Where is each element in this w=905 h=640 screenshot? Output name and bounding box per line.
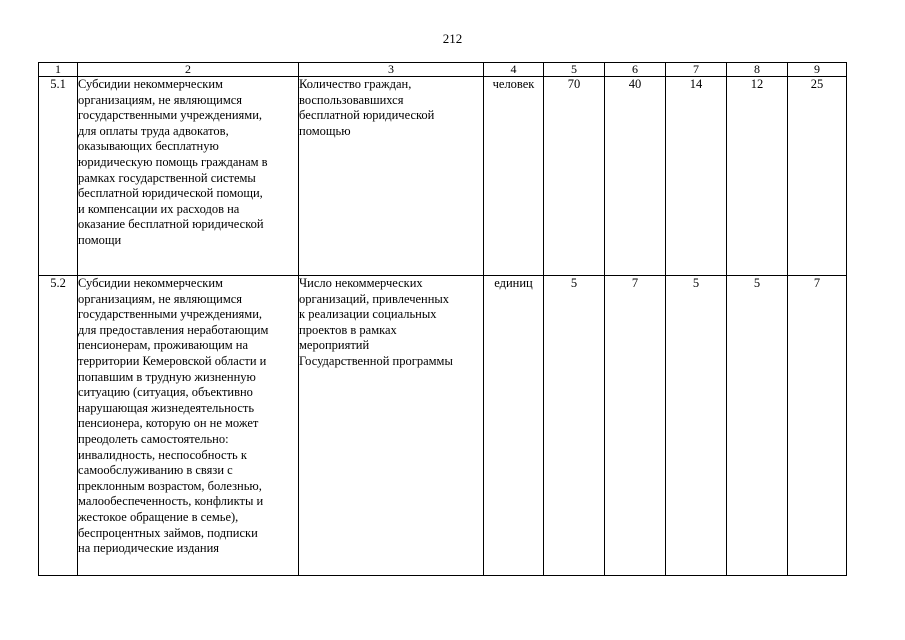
activity-text-line: ситуацию (ситуация, объективно	[78, 385, 253, 400]
value-cell: 5	[666, 276, 727, 576]
indicator-text-line: воспользовавшихся	[299, 92, 404, 107]
activity-text-line: Субсидии некоммерческим	[78, 77, 223, 91]
activity-text-line: организациям, не являющимся	[78, 92, 243, 107]
indicator-cell	[299, 77, 484, 276]
column-number-cell: 2	[78, 63, 299, 77]
activity-text-line: пенсионера, которую он не может	[78, 416, 259, 431]
column-number-cell: 5	[544, 63, 605, 77]
column-number-cell: 6	[605, 63, 666, 77]
activity-text-line: для предоставления неработающим	[78, 322, 269, 337]
activity-text-line: преодолеть самостоятельно:	[78, 431, 229, 446]
column-number-cell: 3	[299, 63, 484, 77]
indicator-text-line: Количество граждан,	[299, 77, 412, 91]
unit-cell: человек	[484, 77, 544, 276]
activity-text-line: государственными учреждениями,	[78, 307, 263, 322]
indicator-text-line: Число некоммерческих	[299, 276, 423, 290]
column-number-cell: 1	[39, 63, 78, 77]
activity-text-line: нарушающая жизнедеятельность	[78, 400, 255, 415]
indicator-text-line: Государственной программы	[299, 353, 453, 368]
activity-text-line: преклонным возрастом, болезнью,	[78, 478, 262, 493]
column-number-cell: 7	[666, 63, 727, 77]
activity-text-line: и компенсации их расходов на	[78, 201, 240, 216]
row-number: 5.1	[39, 77, 78, 276]
activity-text-line: территории Кемеровской области и	[78, 353, 267, 368]
activity-text-line: на периодические издания	[78, 541, 220, 556]
activity-text-line: малообеспеченность, конфликты и	[78, 494, 264, 509]
indicator-cell	[299, 276, 484, 576]
activity-text-line: организациям, не являющимся	[78, 291, 243, 306]
activity-text-line: оказание бесплатной юридической	[78, 217, 264, 232]
activity-text-line: инвалидность, неспособность к	[78, 447, 247, 462]
indicator-text-line: проектов в рамках	[299, 322, 397, 337]
table-row-5-1	[39, 77, 847, 276]
value-cell: 25	[788, 77, 847, 276]
column-number-row	[39, 63, 847, 77]
activity-text-line: беспроцентных займов, подписки	[78, 525, 258, 540]
value-cell: 5	[727, 276, 788, 576]
indicator-text-line: организаций, привлеченных	[299, 291, 450, 306]
value-cell: 12	[727, 77, 788, 276]
value-cell: 7	[605, 276, 666, 576]
table-row-5-2	[39, 276, 847, 576]
activity-cell	[78, 276, 299, 576]
indicator-text-line: к реализации социальных	[299, 307, 437, 322]
activity-text-line: для оплаты труда адвокатов,	[78, 123, 229, 138]
value-cell: 40	[605, 77, 666, 276]
column-number-cell: 8	[727, 63, 788, 77]
indicator-text-line: бесплатной юридической	[299, 108, 435, 123]
value-cell: 5	[544, 276, 605, 576]
column-number-cell: 4	[484, 63, 544, 77]
indicator-text-line: мероприятий	[299, 338, 370, 353]
activity-text-line: пенсионерам, проживающим на	[78, 338, 249, 353]
value-cell: 14	[666, 77, 727, 276]
activity-text-line: помощи	[78, 232, 122, 247]
value-cell: 70	[544, 77, 605, 276]
activity-text-line: юридическую помощь гражданам в	[78, 154, 268, 169]
program-indicators-table	[38, 62, 847, 576]
unit-cell: единиц	[484, 276, 544, 576]
column-number-cell: 9	[788, 63, 847, 77]
activity-text-line: Субсидии некоммерческим	[78, 276, 223, 290]
page-number: 212	[442, 31, 463, 46]
activity-text-line: жестокое обращение в семье),	[78, 509, 239, 524]
activity-text-line: попавшим в трудную жизненную	[78, 369, 256, 384]
activity-text-line: оказывающих бесплатную	[78, 139, 219, 154]
activity-text-line: бесплатной юридической помощи,	[78, 186, 263, 201]
row-number: 5.2	[39, 276, 78, 576]
activity-text-line: государственными учреждениями,	[78, 108, 263, 123]
activity-cell	[78, 77, 299, 276]
activity-text-line: рамках государственной системы	[78, 170, 256, 185]
activity-text-line: самообслуживанию в связи с	[78, 463, 233, 478]
indicator-text-line: помощью	[299, 123, 351, 138]
value-cell: 7	[788, 276, 847, 576]
